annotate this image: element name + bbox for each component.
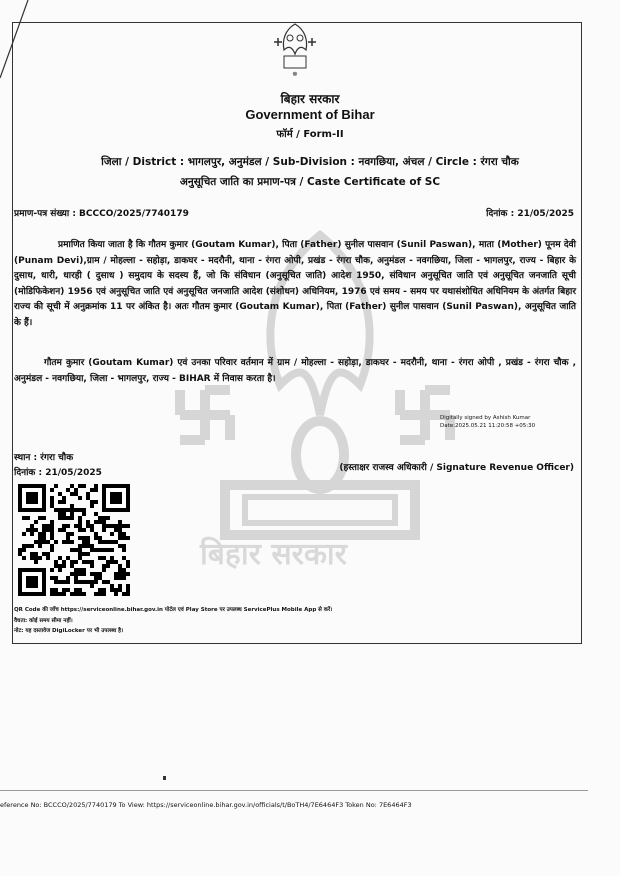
issue-date-label: दिनांक : 21/05/2025: [14, 468, 102, 478]
bihar-emblem-icon: [270, 20, 320, 78]
qr-note: QR Code की जाँच https://serviceonline.bihar.gov.in पोर्टल एवं Play Store पर उपलब्ध ServicePlus Mobile App से करें।: [14, 607, 333, 613]
residence-paragraph: गौतम कुमार (Goutam Kumar) एवं उनका परिवार वर्तमान में ग्राम / मोहल्ला - सहोड़ा, डाकघर - मदरौनी, थाना - रंगरा ओपी , प्रखंड - रंगरा चौक , अनुमंडल - नवगछिया, जिला - भागलपुर, राज्य - BIHAR में निवास करता है।: [14, 358, 576, 384]
certificate-date: दिनांक : 21/05/2025: [486, 209, 574, 219]
government-title: Government of Bihar: [245, 107, 375, 122]
svg-text:☸: ☸: [292, 71, 298, 78]
digilocker-note: नोट: यह दस्तावेज DigiLocker पर भी उपलब्ध है।: [14, 628, 124, 634]
digital-signature-line2: Date:2025.05.21 11:20:58 +05:30: [440, 423, 536, 429]
place-label: स्थान : रंगरा चौक: [14, 453, 74, 463]
validity-note: वैधता: कोई समय सीमा नहीं।: [14, 618, 73, 624]
signature-label: (हस्ताक्षर राजस्व अधिकारी / Signature Revenue Officer): [339, 463, 574, 473]
certificate-number: प्रमाण-पत्र संख्या : BCCCO/2025/7740179: [14, 209, 189, 219]
district-line: जिला / District : भागलपुर, अनुमंडल / Sub-Division : नवगछिया, अंचल / Circle : रंगरा चौक: [101, 156, 519, 168]
certificate-title: अनुसूचित जाति का प्रमाण-पत्र / Caste Certificate of SC: [179, 176, 441, 188]
qr-code-icon[interactable]: [18, 484, 130, 596]
form-title: फॉर्म / Form-II: [276, 129, 344, 140]
digital-signature: [440, 414, 535, 430]
reference-line: eference No: BCCCO/2025/7740179 To View: https://serviceonline.bihar.gov.in/officials/t/BoTH4/7E6464F3 Token No: 7E6464F3: [0, 801, 412, 809]
hindi-government-title: बिहार सरकार: [280, 92, 340, 106]
watermark-text: बिहार सरकार: [200, 537, 347, 572]
footer-divider: [0, 790, 588, 791]
certification-paragraph: प्रमाणित किया जाता है कि गौतम कुमार (Goutam Kumar), पिता (Father) सुनील पासवान (Sunil Paswan), माता (Mother) पूनम देवी (Punam Devi),ग्राम / मोहल्ला - सहोड़ा, डाकघर - मदरौनी, थाना - रंगरा ओपी, प्रखंड - रंगरा चौक, अनुमंडल - नवगछिया, जिला - भागलपुर, राज्य - बिहार के दुसाध, धारी, धारही ( दुसाध ) समुदाय के सदस्य हैं, जो कि संविधान (अनुसूचित जाति) आदेश 1950, संविधान अनुसूचित जाति एवं अनुसूचित जनजाति सूची (मोडिफिकेशन) 1956 एवं अनुसूचित जाति एवं अनुसूचित जनजाति आदेश (संशोधन) अधिनियम, 1976 एवं समय - समय पर यथासंशोधित अधिनियम के अंतर्गत बिहार राज्य की सूची में अनुक्रमांक 11 पर अंकित है। अतः गौतम कुमार (Goutam Kumar), पिता (Father) सुनील पासवान (Sunil Paswan), अनुसूचित जाति के हैं।: [14, 240, 576, 328]
digital-signature-line1: Digitally signed by Ashish Kumar: [440, 415, 531, 421]
ink-mark: [163, 776, 166, 780]
